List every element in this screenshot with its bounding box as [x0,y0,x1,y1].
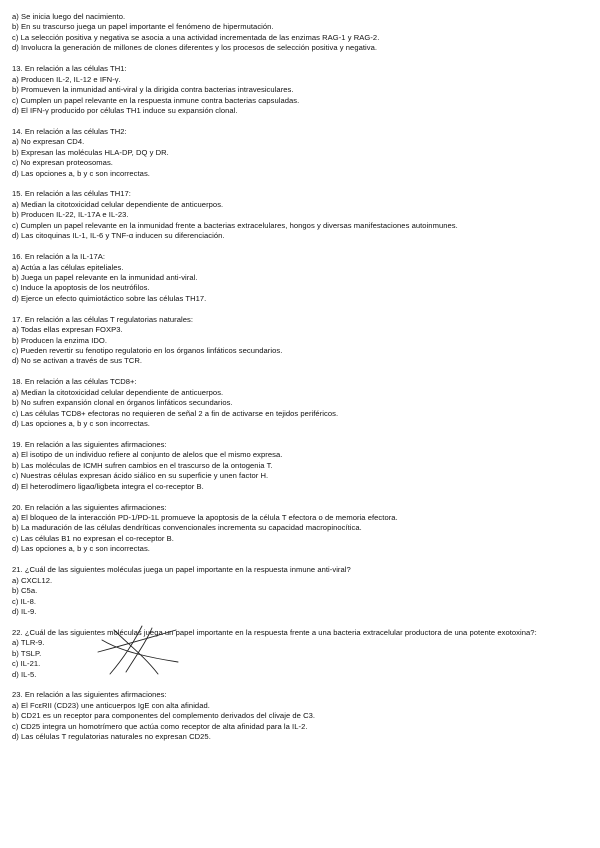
text-line: d) Las opciones a, b y c son incorrectas. [12,544,150,554]
text-line: c) La selección positiva y negativa se asocia a una actividad incrementada de las enzimas RAG-1 y RAG-2. [12,32,380,42]
text-line: 15. En relación a las células TH17: [12,189,131,199]
question-block [12,127,594,179]
spacer [12,680,594,690]
question-block [12,64,594,116]
text-line: d) Las opciones a, b y c son incorrectas. [12,419,150,429]
text-line: 19. En relación a las siguientes afirmaciones: [12,439,167,449]
text-line: b) C5a. [12,586,38,596]
text-line: 21. ¿Cuál de las siguientes moléculas juega un papel importante en la respuesta inmune anti-viral? [12,565,351,575]
question-block [12,315,594,367]
text-line: c) Pueden revertir su fenotipo regulatorio en los órganos linfáticos secundarios. [12,346,283,355]
text-line: c) Las células B1 no expresan el co-receptor B. [12,533,174,543]
spacer [12,116,594,126]
text-line: d) El IFN-γ producido por células TH1 induce su expansión clonal. [12,105,238,115]
text-line: 13. En relación a las células TH1: [12,64,127,74]
text-line: c) Induce la apoptosis de los neutrófilos. [12,283,150,293]
intro-options [12,12,594,54]
question-block [12,189,594,241]
text-line: a) Median la citotoxicidad celular dependiente de anticuerpos. [12,199,224,209]
text-line: c) No expresan proteosomas. [12,158,113,168]
text-line: a) CXCL12. [12,575,53,585]
text-line: b) Producen IL-22, IL-17A e IL-23. [12,210,129,220]
text-line: b) En su trascurso juega un papel importante el fenómeno de hipermutación. [12,22,274,32]
text-line: a) Se inicia luego del nacimiento. [12,12,126,21]
question-block [12,565,594,617]
text-line: c) IL-8. [12,596,37,606]
text-line: a) Todas ellas expresan FOXP3. [12,325,123,335]
text-line: d) Involucra la generación de millones de clones diferentes y los procesos de selección positiva y negativa. [12,43,378,53]
spacer [12,242,594,252]
text-line: d) IL-5. [12,669,37,679]
text-line: b) Producen la enzima IDO. [12,335,107,345]
text-line: d) No se activan a través de sus TCR. [12,356,143,366]
handwritten-scribble [92,622,184,678]
spacer [12,492,594,502]
text-line: c) Nuestras células expresan ácido siálico en su superficie y unen factor H. [12,471,269,481]
text-line: 17. En relación a las células T regulatorias naturales: [12,314,194,324]
question-block [12,252,594,304]
text-line: b) TSLP. [12,648,42,658]
text-line: c) Las células TCD8+ efectoras no requieren de señal 2 a fin de activarse en tejidos periféricos. [12,408,339,418]
text-line: 23. En relación a las siguientes afirmaciones: [12,690,167,700]
text-line: 20. En relación a las siguientes afirmaciones: [12,502,167,512]
text-line: a) No expresan CD4. [12,137,85,147]
text-line: d) Las citoquinas IL-1, IL-6 y TNF-α inducen su diferenciación. [12,231,225,241]
text-line: c) IL-21. [12,659,41,669]
text-line: a) Actúa a las células epiteliales. [12,262,124,272]
text-line: b) CD21 es un receptor para componentes del complemento derivados del clivaje de C3. [12,711,316,721]
text-line: b) Expresan las moléculas HLA-DP, DQ y DR. [12,147,169,157]
text-line: 16. En relación a la IL-17A: [12,252,106,262]
text-line: a) El bloqueo de la interacción PD-1/PD-1L promueve la apoptosis de la célula T efectora o de memoria efectora. [12,513,398,522]
text-line: b) Juega un papel relevante en la inmunidad anti-viral. [12,272,198,282]
text-line: b) Promueven la inmunidad anti-viral y la dirigida contra bacterias intravesiculares. [12,85,294,95]
text-line: c) Cumplen un papel relevante en la inmunidad frente a bacterias extracelulares, hongos y diversas manifestaciones autoinmunes. [12,220,458,230]
text-line: a) El FcεRII (CD23) une anticuerpos IgE con alta afinidad. [12,700,210,710]
text-line: b) La maduración de las células dendríticas convencionales incrementa su capacidad macropinocítica. [12,523,362,533]
text-line: a) Median la citotoxicidad celular dependiente de anticuerpos. [12,387,224,397]
question-block [12,690,594,742]
text-line: d) Las opciones a, b y c son incorrectas. [12,168,150,178]
text-line: a) Producen IL-2, IL-12 e IFN-γ. [12,74,121,84]
text-line: 18. En relación a las células TCD8+: [12,377,137,387]
spacer [12,430,594,440]
text-line: a) TLR-9. [12,638,45,648]
question-block [12,377,594,429]
text-line: c) CD25 integra un homotrímero que actúa como receptor de alta afinidad para la IL-2. [12,721,308,731]
spacer [12,54,594,64]
text-line: c) Cumplen un papel relevante en la respuesta inmune contra bacterias capsuladas. [12,95,300,105]
text-line: d) IL-9. [12,606,37,616]
spacer [12,555,594,565]
text-line: d) Ejerce un efecto quimiotáctico sobre las células TH17. [12,293,207,303]
text-line: 14. En relación a las células TH2: [12,126,127,136]
text-line: a) El isotipo de un individuo refiere al conjunto de alelos que el mismo expresa. [12,450,283,460]
text-line: d) El heterodímero ligaα/ligbeta integra el co-receptor B. [12,481,204,491]
spacer [12,304,594,314]
text-line: d) Las células T regulatorias naturales no expresan CD25. [12,732,211,742]
spacer [12,179,594,189]
spacer [12,367,594,377]
question-block [12,440,594,492]
text-line: 22. ¿Cuál de las siguientes moléculas juega un papel importante en la respuesta frente a una bacteria extracelular productora de una potente exotoxina?: [12,627,537,637]
text-line: b) No sufren expansión clonal en órganos linfáticos secundarios. [12,398,233,408]
text-line: b) Las moléculas de ICMH sufren cambios en el trascurso de la ontogenia T. [12,460,273,470]
question-block [12,503,594,555]
